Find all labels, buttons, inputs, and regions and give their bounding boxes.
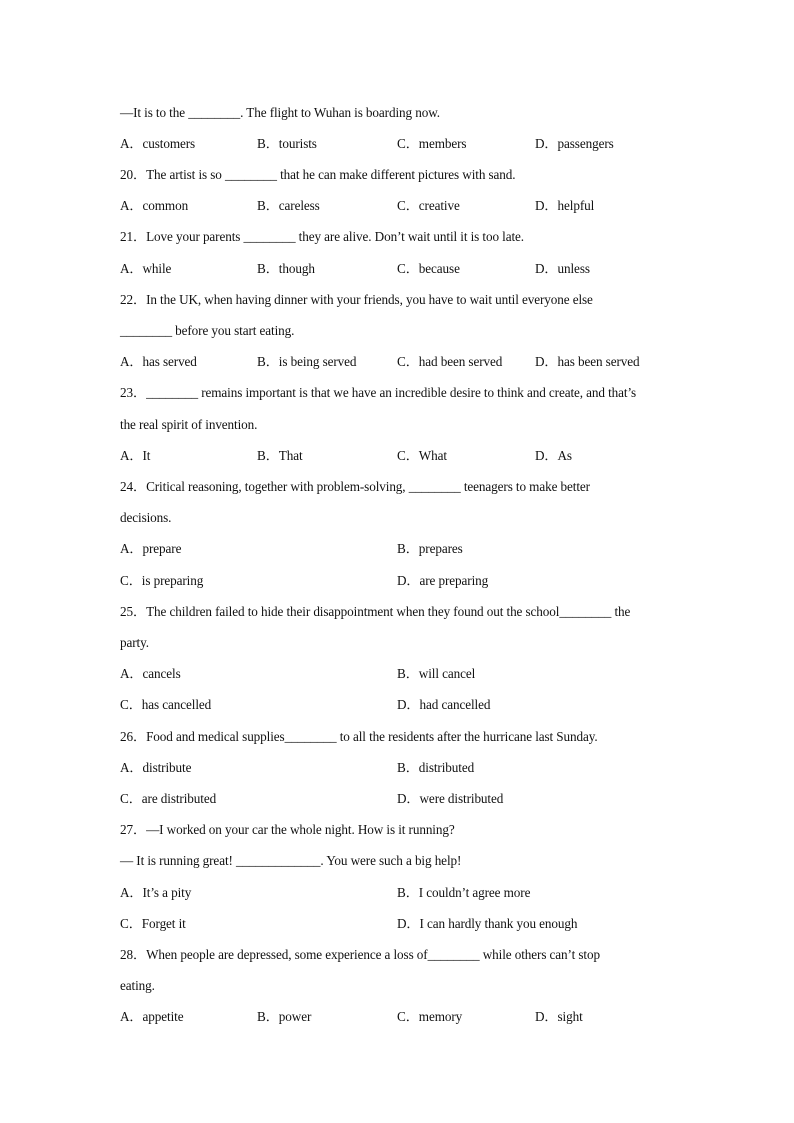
question-28-stem-line-1: 28．When people are depressed, some experience a loss of________ while others can’t stop bbox=[120, 947, 600, 962]
question-23-stem-line-2: the real spirit of invention. bbox=[120, 417, 258, 432]
option-a: A．while bbox=[120, 261, 172, 276]
option-d: D．were distributed bbox=[397, 791, 504, 806]
option-a: A．distribute bbox=[120, 760, 192, 775]
option-d: D．are preparing bbox=[397, 573, 489, 588]
option-c: C．is preparing bbox=[120, 573, 204, 588]
option-a: A．has served bbox=[120, 354, 197, 369]
option-d: D．passengers bbox=[535, 136, 614, 151]
question-23-stem-line-1: 23．________ remains important is that we have an incredible desire to think and create, and that’s bbox=[120, 385, 637, 400]
option-d: D．had cancelled bbox=[397, 697, 491, 712]
option-c: C．memory bbox=[397, 1009, 463, 1024]
question-27-stem-line-2: — It is running great! _____________. You were such a big help! bbox=[120, 853, 462, 868]
question-24-stem-line-2: decisions. bbox=[120, 510, 172, 525]
option-b: B．distributed bbox=[397, 760, 475, 775]
option-b: B．though bbox=[257, 261, 315, 276]
question-25-stem-line-2: party. bbox=[120, 635, 149, 650]
question-20-stem: 20．The artist is so ________ that he can make different pictures with sand. bbox=[120, 167, 516, 182]
option-c: C．What bbox=[397, 448, 447, 463]
option-d: D．I can hardly thank you enough bbox=[397, 916, 578, 931]
option-c: C．creative bbox=[397, 198, 460, 213]
option-b: B．tourists bbox=[257, 136, 317, 151]
option-c: C．had been served bbox=[397, 354, 503, 369]
question-28-stem-line-2: eating. bbox=[120, 978, 155, 993]
option-b: B．That bbox=[257, 448, 303, 463]
question-22-stem-line-2: ________ before you start eating. bbox=[120, 323, 295, 338]
question-22-stem-line-1: 22．In the UK, when having dinner with your friends, you have to wait until everyone else bbox=[120, 292, 593, 307]
question-27-stem-line-1: 27．—I worked on your car the whole night. How is it running? bbox=[120, 822, 455, 837]
option-a: A．It bbox=[120, 448, 151, 463]
option-d: D．sight bbox=[535, 1009, 583, 1024]
question-25-stem-line-1: 25．The children failed to hide their disappointment when they found out the school________ the bbox=[120, 604, 631, 619]
question-26-stem: 26．Food and medical supplies________ to all the residents after the hurricane last Sunday. bbox=[120, 729, 598, 744]
option-d: D．helpful bbox=[535, 198, 595, 213]
option-a: A．appetite bbox=[120, 1009, 184, 1024]
option-a: A．prepare bbox=[120, 541, 182, 556]
option-c: C．members bbox=[397, 136, 467, 151]
option-d: D．has been served bbox=[535, 354, 640, 369]
option-a: A．It’s a pity bbox=[120, 885, 192, 900]
question-19-stem: —It is to the ________. The flight to Wuhan is boarding now. bbox=[120, 105, 440, 120]
option-b: B．will cancel bbox=[397, 666, 476, 681]
option-d: D．unless bbox=[535, 261, 590, 276]
option-b: B．I couldn’t agree more bbox=[397, 885, 531, 900]
option-b: B．power bbox=[257, 1009, 312, 1024]
question-21-stem: 21．Love your parents ________ they are alive. Don’t wait until it is too late. bbox=[120, 229, 524, 244]
option-c: C．Forget it bbox=[120, 916, 186, 931]
option-a: A．cancels bbox=[120, 666, 181, 681]
option-a: A．customers bbox=[120, 136, 196, 151]
option-c: C．are distributed bbox=[120, 791, 217, 806]
option-b: B．prepares bbox=[397, 541, 463, 556]
option-b: B．careless bbox=[257, 198, 320, 213]
question-24-stem-line-1: 24．Critical reasoning, together with problem-solving, ________ teenagers to make better bbox=[120, 479, 590, 494]
option-c: C．has cancelled bbox=[120, 697, 212, 712]
option-b: B．is being served bbox=[257, 354, 357, 369]
option-d: D．As bbox=[535, 448, 572, 463]
option-a: A．common bbox=[120, 198, 189, 213]
option-c: C．because bbox=[397, 261, 460, 276]
